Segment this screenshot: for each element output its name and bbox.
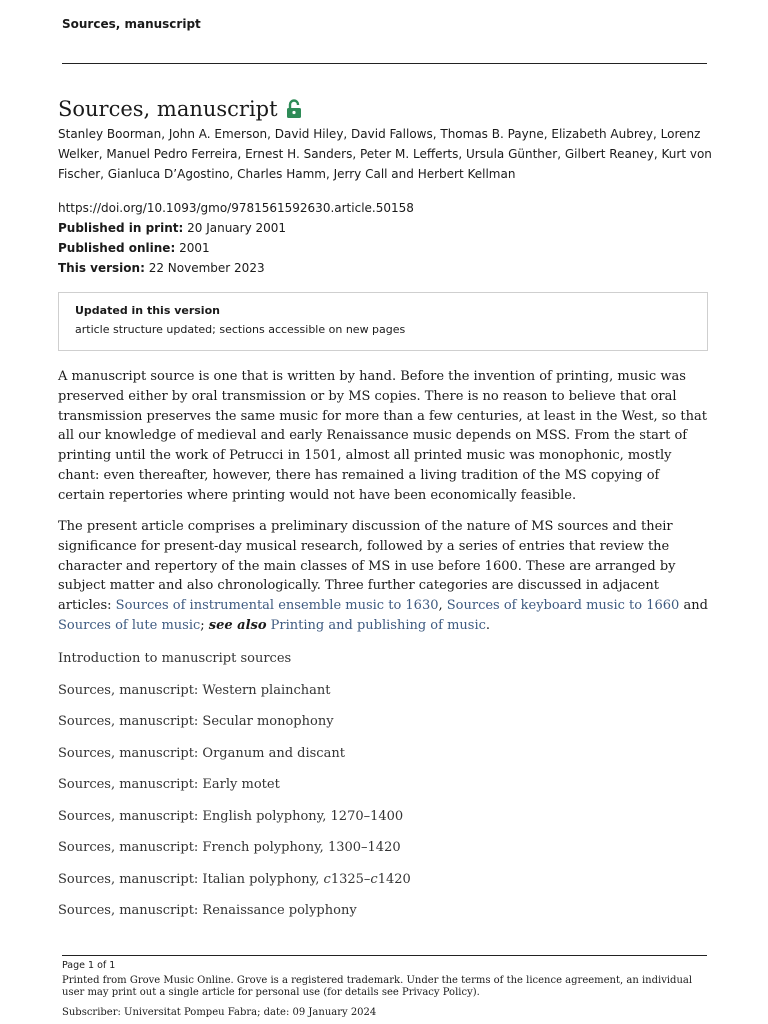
section-link-introduction[interactable]: Introduction to manuscript sources <box>58 651 292 666</box>
link-printing-publishing[interactable]: Printing and publishing of music <box>270 617 486 633</box>
link-lute-music[interactable]: Sources of lute music <box>58 617 201 633</box>
see-also: see also <box>208 617 267 633</box>
section-link-renaissance-polyphony[interactable]: Sources, manuscript: Renaissance polyphony <box>58 903 357 918</box>
doi-link[interactable]: https://doi.org/10.1093/gmo/9781561592630.article.50158 <box>58 201 414 215</box>
article-metadata <box>58 198 414 278</box>
print-notice: Printed from Grove Music Online. Grove is a registered trademark. Under the terms of the licence agreement, an individual user may print out a single article for personal use (for details see Privacy Policy). <box>62 975 693 998</box>
separator: and <box>679 598 708 614</box>
section-link-english-polyphony[interactable]: Sources, manuscript: English polyphony, 1270–1400 <box>58 808 404 824</box>
scope-text: The present article comprises a preliminary discussion of the nature of MS sources and their significance for present-day musical research, followed by a series of entries that review the character and repertory of the main classes of MS in use before 1600. These are arranged by subject matter and also chronologically. Three further categories are discussed in adjacent articles: <box>58 519 676 614</box>
this-version <box>58 258 414 278</box>
version-label: This version: <box>58 261 145 275</box>
italian-mid: 1325– <box>330 871 371 887</box>
published-print-value: 20 January 2001 <box>187 221 287 235</box>
section-link-italian-polyphony[interactable] <box>58 870 411 902</box>
top-divider <box>62 63 707 64</box>
published-online-value: 2001 <box>179 241 210 255</box>
section-link-early-motet[interactable]: Sources, manuscript: Early motet <box>58 777 280 792</box>
link-keyboard-music[interactable]: Sources of keyboard music to 1660 <box>446 598 680 614</box>
separator: ; <box>200 617 209 633</box>
update-heading: Updated in this version <box>75 304 220 317</box>
section-list <box>58 649 411 933</box>
scope-paragraph <box>58 517 710 636</box>
update-text: article structure updated; sections accessible on new pages <box>75 323 406 336</box>
circa-2: c <box>370 871 378 887</box>
section-link-organum-discant[interactable]: Sources, manuscript: Organum and discant <box>58 745 345 761</box>
open-access-lock-icon <box>286 99 302 119</box>
published-print <box>58 218 414 238</box>
separator: . <box>485 617 491 633</box>
circa-1: c <box>323 871 331 887</box>
published-online-label: Published online: <box>58 241 176 255</box>
running-head: Sources, manuscript <box>62 17 201 31</box>
article-title: Sources, manuscript <box>58 97 278 121</box>
separator: , <box>438 598 447 614</box>
subscriber-line: Subscriber: Universitat Pompeu Fabra; date: 09 January 2024 <box>62 1007 377 1018</box>
version-value: 22 November 2023 <box>148 261 265 275</box>
section-link-secular-monophony[interactable]: Sources, manuscript: Secular monophony <box>58 714 334 729</box>
section-link-french-polyphony[interactable]: Sources, manuscript: French polyphony, 1300–1420 <box>58 840 401 855</box>
intro-paragraph: A manuscript source is one that is written by hand. Before the invention of printing, music was preserved either by oral transmission or by MS copies. There is no reason to believe that oral transmission preserves the same music for more than a few centuries, at least in the West, so that all our knowledge of medieval and early Renaissance music depends on MSS. From the start of printing until the work of Petrucci in 1501, almost all printed music was monophonic, mostly chant: even thereafter, however, there has remained a living tradition of the MS copying of certain repertories where printing would not have been economically feasible. <box>58 369 707 503</box>
page-number: Page 1 of 1 <box>62 960 116 971</box>
update-notice-box <box>58 292 708 351</box>
published-online <box>58 238 414 258</box>
italian-suffix: 1420 <box>377 871 411 887</box>
italian-prefix: Sources, manuscript: Italian polyphony, <box>58 871 324 887</box>
published-print-label: Published in print: <box>58 221 184 235</box>
section-link-western-plainchant[interactable]: Sources, manuscript: Western plainchant <box>58 682 331 698</box>
footer-divider <box>62 955 707 956</box>
author-list: Stanley Boorman, John A. Emerson, David Hiley, David Fallows, Thomas B. Payne, Elizabeth Aubrey, Lorenz Welker, Manuel Pedro Ferreira, Ernest H. Sanders, Peter M. Lefferts, Ursula Günther, Gilbert Reaney, Kurt von Fischer, Gianluca D’Agostino, Charles Hamm, Jerry Call and Herbert Kellman <box>58 127 712 181</box>
link-instrumental-ensemble[interactable]: Sources of instrumental ensemble music to 1630 <box>115 598 439 614</box>
title-row <box>58 97 302 121</box>
